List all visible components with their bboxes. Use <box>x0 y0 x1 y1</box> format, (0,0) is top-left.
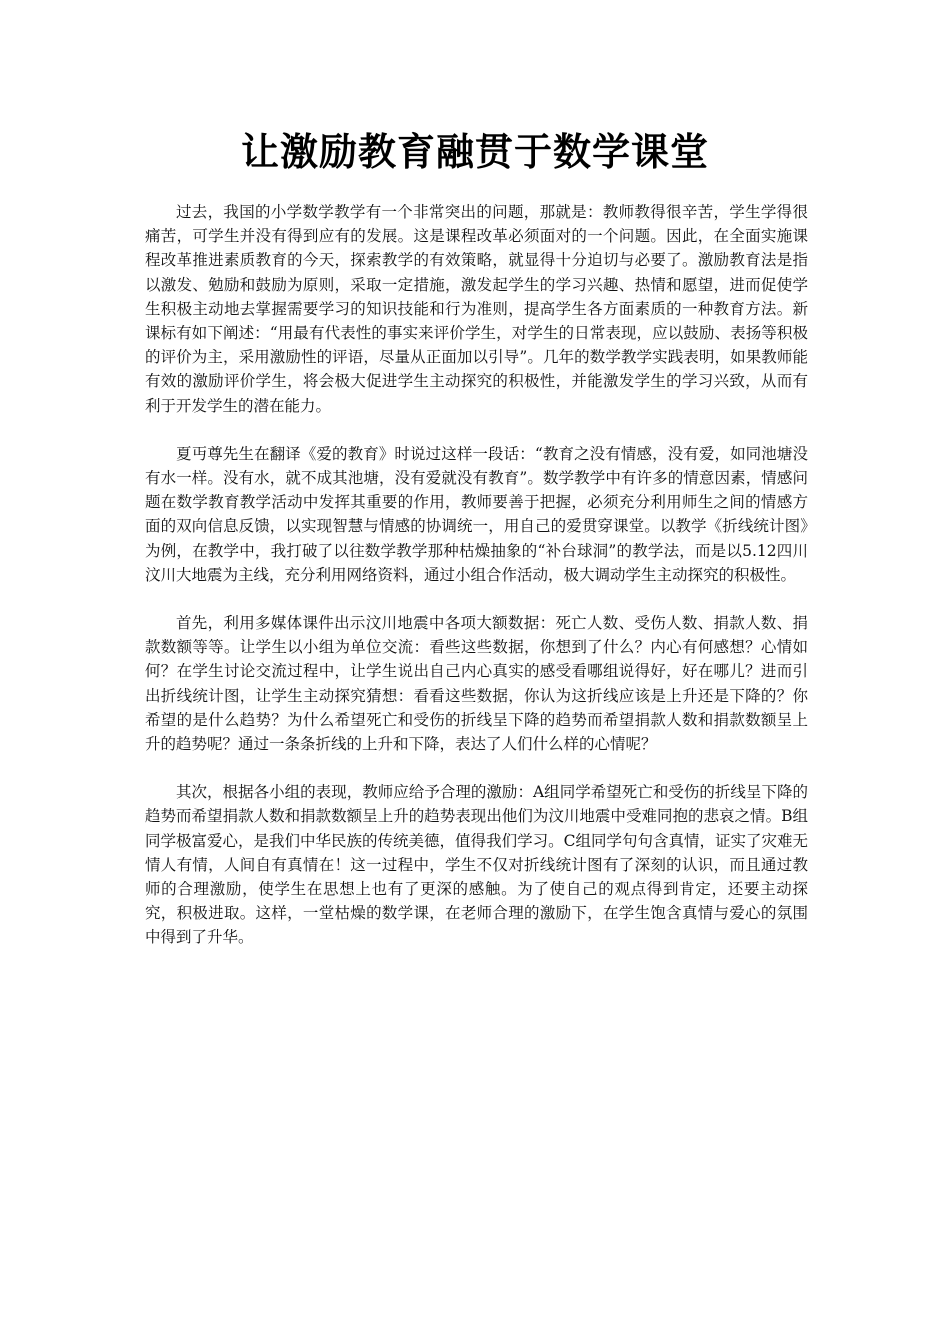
document-title: 让激励教育融贯于数学课堂 <box>240 129 709 174</box>
document-body <box>145 200 808 974</box>
paragraph-first: 首先，利用多媒体课件出示汶川地震中各项大额数据：死亡人数、受伤人数、捐款人数、捐款数额等等。让学生以小组为单位交流：看些这些数据，你想到了什么？内心有何感想？心情如何？在学生讨论交流过程中，让学生说出自己内心真实的感受看哪组说得好，好在哪儿？进而引出折线统计图，让学生主动探究猜想：看看这些数据，你认为这折线应该是上升还是下降的？你希望的是什么趋势？为什么希望死亡和受伤的折线呈下降的趋势而希望捐款人数和捐款数额呈上升的趋势呢？通过一条条折线的上升和下降，表达了人们什么样的心情呢？ <box>145 614 808 754</box>
paragraph-second: 其次，根据各小组的表现，教师应给予合理的激励：A组同学希望死亡和受伤的折线呈下降的趋势而希望捐款人数和捐款数额呈上升的趋势表现出他们为汶川地震中受难同抱的悲哀之情。B组同学极富爱心，是我们中华民族的传统美德，值得我们学习。C组同学句句含真情，证实了灾难无情人有情，人间自有真情在！这一过程中，学生不仅对折线统计图有了深刻的认识，而且通过教师的合理激励，使学生在思想上也有了更深的感触。为了使自己的观点得到肯定，还要主动探究，积极进取。这样，一堂枯燥的数学课，在老师合理的激励下，在学生饱含真情与爱心的氛围中得到了升华。 <box>145 783 808 947</box>
paragraph-quote: 夏丏尊先生在翻译《爱的教育》时说过这样一段话：“教育之没有情感，没有爱，如同池塘没有水一样。没有水，就不成其池塘，没有爱就没有教育”。数学教学中有许多的情意因素，情感问题在数学教育教学活动中发挥其重要的作用，教师要善于把握，必须充分利用师生之间的情感方面的双向信息反馈，以实现智慧与情感的协调统一，用自己的爱贯穿课堂。以教学《折线统计图》为例，在教学中，我打破了以往数学教学那种枯燥抽象的“补台球洞”的教学法，而是以5.12四川汶川大地震为主线，充分利用网络资料，通过小组合作活动，极大调动学生主动探究的积极性。 <box>145 444 808 584</box>
paragraph-intro: 过去，我国的小学数学教学有一个非常突出的问题，那就是：教师教得很辛苦，学生学得很痛苦，可学生并没有得到应有的发展。这是课程改革必须面对的一个问题。因此，在全面实施课程改革推进素质教育的今天，探索教学的有效策略，就显得十分迫切与必要了。激励教育法是指以激发、勉励和鼓励为原则，采取一定措施，激发起学生的学习兴趣、热情和愿望，进而促使学生积极主动地去掌握需要学习的知识技能和行为准则，提高学生各方面素质的一种教育方法。新课标有如下阐述：“用最有代表性的事实来评价学生，对学生的日常表现，应以鼓励、表扬等积极的评价为主，采用激励性的评语，尽量从正面加以引导”。几年的数学教学实践表明，如果教师能有效的激励评价学生，将会极大促进学生主动探究的积极性，并能激发学生的学习兴致，从而有利于开发学生的潜在能力。 <box>145 203 808 415</box>
